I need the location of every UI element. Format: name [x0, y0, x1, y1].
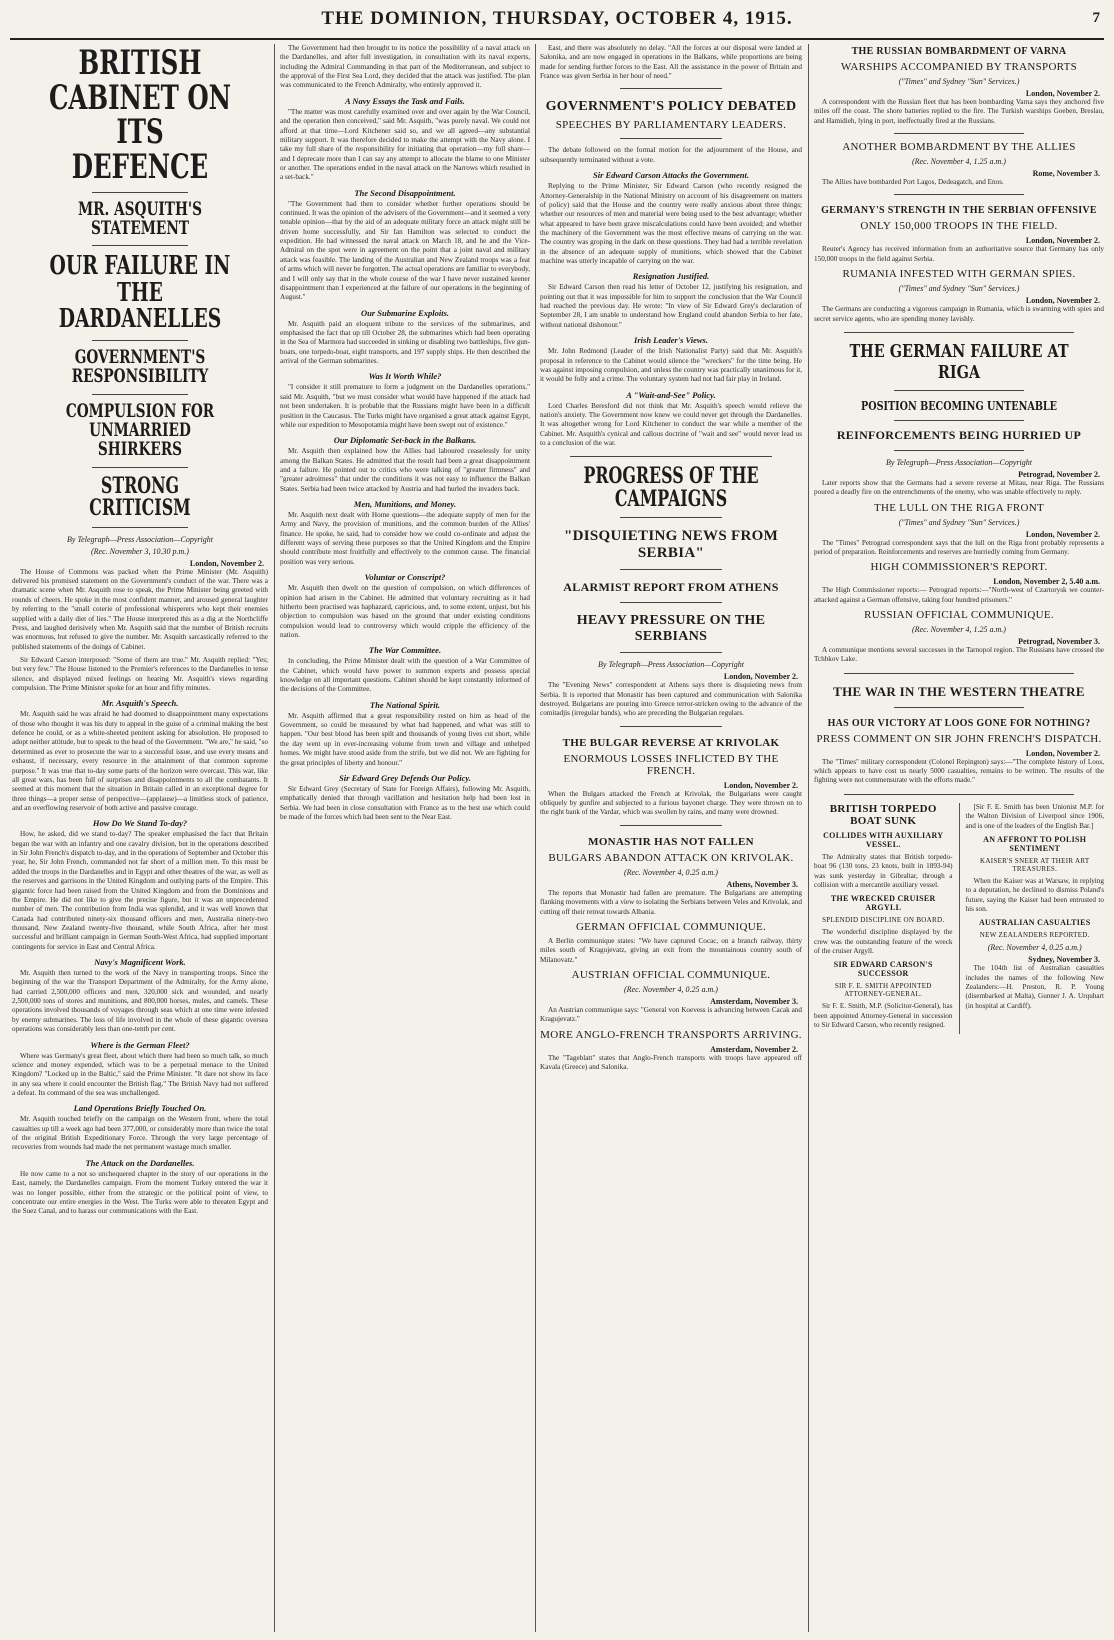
received-line: (Rec. November 4, 1.25 a.m.)	[912, 157, 1006, 167]
divider	[844, 332, 1074, 333]
subheading: Land Operations Briefly Touched On.	[73, 1103, 207, 1114]
paragraph: [Sir F. E. Smith has been Unionist M.P. for the Walton Division of Liverpool since 1906, and is one of the leaders of the English Bar.]	[965, 802, 1104, 830]
paragraph: The Allies have bombarded Port Lagos, Dedeagatch, and Enos.	[822, 178, 1004, 187]
paragraph: The wonderful discipline displayed by the crew was the outstanding feature of the wreck of the cruiser Argyll.	[814, 928, 953, 955]
received-line: (Rec. November 4, 0.25 a.m.)	[624, 984, 718, 994]
service-line: ("Times" and Sydney "Sun" Services.)	[898, 517, 1020, 527]
paragraph: Sir F. E. Smith, M.P. (Solicitor-General), has been appointed Attorney-General in succession to Sir Edward Carson, who recently resigned.	[814, 1002, 953, 1030]
subheading: Where is the German Fleet?	[90, 1039, 190, 1050]
dateline: London, November 2.	[1025, 529, 1100, 539]
subheading: The War Committee.	[368, 645, 442, 656]
divider	[894, 707, 1024, 708]
headline-policy-debated: GOVERNMENT'S POLICY DEBATED	[545, 99, 797, 115]
paragraph: The "Times" Petrograd correspondent says that the lull on the Riga front probably represents a period of preparation. Reinforcements and reserves are hurriedly coming from Germany.	[814, 538, 1104, 556]
dateline: London, November 2.	[1025, 236, 1100, 246]
headline-compulsion: COMPULSION FOR UNMARRIED SHIRKERS	[65, 399, 215, 461]
received-line: (Rec. November 3, 10.30 p.m.)	[91, 546, 189, 556]
column-1	[12, 44, 268, 1632]
subheading: Sir Edward Carson Attacks the Government.	[592, 170, 750, 181]
subheading: Voluntar or Conscript?	[364, 572, 446, 583]
divider	[92, 245, 188, 246]
dateline: London, November 2.	[1025, 748, 1100, 758]
headline-alarmist-report: ALARMIST REPORT FROM ATHENS	[563, 580, 779, 595]
column-rule	[274, 44, 275, 1632]
headline-german-communique: GERMAN OFFICIAL COMMUNIQUE.	[575, 920, 767, 933]
paragraph: Mr. Asquith then dwelt on the question of compulsion, on which differences of opinion had arisen in the Cabinet. He admitted that voluntary recruiting as it had hitherto been practised was haphazard, capricious, and, to some extent, unjust, but his objection to compulsion was based on the ground that under existing conditions compulsion would lead to controversy which would cripple the efficiency of the nation.	[280, 584, 530, 639]
headline-disquieting-news: "DISQUIETING NEWS FROM SERBIA"	[563, 528, 779, 562]
divider	[620, 602, 722, 603]
subheading: Navy's Magnificent Work.	[94, 957, 186, 968]
paragraph: Mr. Asquith paid an eloquent tribute to the services of the submarines, and emphasised the fact that up till October 28, the submarines which had been operating in the Sea of Marmora had succeeded in sinking or disabling two battleships, five gun-boats, one torpedo-boat, eight transports, and 197 supply ships. He then described the arrival of the German submarines.	[280, 319, 530, 366]
headline-loos: HAS OUR VICTORY AT LOOS GONE FOR NOTHING?	[827, 717, 1091, 729]
column-2	[280, 44, 530, 1632]
paragraph: Mr. Asquith then turned to the work of the Navy in transporting troops. Since the beginning of the war the Transport Department of the Admiralty, for the Army alone, had carried 2,500,000 officers and men, 320,000 sick and wounded, and nearly 2,500,000 tons of stores and munitions, and 800,000 horses, mules, and camels. These operations involved thousands of voyages through seas which at one time were infested by enemy submarines. The loss of life involved in the whole of these gigantic oversea operations was considerably less than one-tenth per cent.	[12, 969, 268, 1034]
paragraph: The debate followed on the formal motion for the adjournment of the House, and subsequently terminated without a vote.	[540, 146, 802, 164]
paragraph: "The matter was most carefully examined over and over again by the War Council, and the operation then conceived," said Mr. Asquith, "was purely naval. We could not afford at that time—Lord Kitchener said so, and we all agreed—any substantial military support. It was therefore decided to make the attempt with the Navy alone. I take my full share of the responsibility for initiating that operation—my full share—and I deprecate more than I can say any attempt to allocate the blame to one Minister or another. The operations ended in the naval attack on the Narrows which resulted in a set-back."	[280, 107, 530, 182]
divider	[894, 390, 1024, 391]
byline: By Telegraph—Press Association—Copyright	[598, 660, 744, 670]
divider	[620, 825, 722, 826]
dateline: Petrograd, November 3.	[1018, 637, 1100, 647]
dateline: Petrograd, November 2.	[1018, 469, 1100, 479]
subheading: The National Spirit.	[369, 699, 441, 710]
headline-collides: COLLIDES WITH AUXILIARY VESSEL.	[823, 830, 944, 849]
paragraph: The Admiralty states that British torpedo-boat 96 (130 tons, 23 knots, built in 1893-94) was sunk yesterday in Gibraltar, through a collision with a mercantile auxiliary vessel.	[814, 852, 953, 889]
received-line: (Rec. November 4, 0.25 a.m.)	[987, 943, 1082, 953]
received-line: (Rec. November 4, 1.25 a.m.)	[912, 625, 1006, 635]
paragraph: A communique mentions several successes in the Tarnopol region. The Russians have crossed the Tchbkov Lake.	[814, 646, 1104, 664]
dateline: Sydney, November 3.	[1028, 955, 1100, 965]
paragraph: The Germans are conducting a vigorous campaign in Rumania, which is swarming with spies and secret service agents, who are spending money lavishly.	[814, 305, 1104, 323]
headline-transports: MORE ANGLO-FRENCH TRANSPORTS ARRIVING.	[540, 1028, 802, 1041]
headline-new-zealanders: NEW ZEALANDERS REPORTED.	[979, 931, 1090, 940]
column-3	[540, 44, 802, 1632]
headline-warships: WARSHIPS ACCOMPANIED BY TRANSPORTS	[840, 61, 1078, 73]
paragraph: The 104th list of Australian casualties includes the names of the following New Zealanders:—H. Preston, R. P. Young (disembarked at Malta), Gunner J. A. Urquhart (in hospital at Cardiff).	[965, 964, 1104, 1010]
paragraph: The "Times" military correspondent (Colonel Repington) says:—"The complete history of Loos, which appears to have cost us nearly 5000 casualties, remains to be written. The results of the fighting were not commensurate with the efforts made."	[814, 757, 1104, 785]
paragraph: How, he asked, did we stand to-day? The speaker emphasised the fact that Britain began the war with an infantry and one cavalry division, but in the operations described in Sir John French's dispatch to-day, and in the operations of September and October this year, he, Sir John French, commanded not far short of a million men. To this must be added the troops in the Dardanelles and in Egypt and other theatres of the war, as well as the reserves and garrisons in the United Kingdom and outlying parts of the Empire. This gigantic force had been raised from the United Kingdom and from the Dominions and the Empire. He did not like to give the precise figure, but it was an unprecedented number of men. The contribution from India was splendid, and it was well known that Canada had contributed ninety-six thousand officers and men, Australia ninety-two thousand, New Zealand twenty-five thousand, while South Africa, after her most successful and brilliant campaign in German South-West Africa, had supplied important contingents for service in East and Central Africa.	[12, 830, 268, 951]
subheading: Our Diplomatic Set-back in the Balkans.	[333, 435, 477, 446]
dateline: London, November 2.	[1025, 89, 1100, 98]
headline-krivolak: BULGARS ABANDON ATTACK ON KRIVOLAK.	[548, 851, 794, 864]
column-rule	[808, 44, 809, 1632]
dateline: Amsterdam, November 2.	[710, 1044, 798, 1054]
subheading: The Attack on the Dardanelles.	[85, 1157, 195, 1168]
dateline: Athens, November 3.	[726, 879, 798, 889]
divider	[92, 394, 188, 395]
headline-germany-strength: GERMANY'S STRENGTH IN THE SERBIAN OFFENSIVE	[821, 205, 1097, 217]
divider	[570, 456, 772, 457]
paragraph: Sir Edward Carson interposed: "Some of them are true." Mr. Asquith replied: "Yes; but very few." The House listened to the Premier's references to the Dardanelles in tense silence, and displayed mixed feelings on hearing Mr. Asquith's views regarding compulsion. The Prime Minister spoke for an hour and fifty minutes.	[12, 655, 268, 693]
paragraph: Mr. Asquith touched briefly on the campaign on the Western front, where the total casualties up till a week ago had been 377,000, or considerably more than twice the total of the original British Expeditionary Force. Through the very large percentage of recoveries from wounds had made the net permanent wastage much smaller.	[12, 1115, 268, 1152]
headline-monastir: MONASTIR HAS NOT FALLEN	[588, 835, 754, 848]
dateline: London, November 2.	[1025, 296, 1100, 306]
paragraph: The Government had then brought to its notice the possibility of a naval attack on the Dardanelles, and after full investigation, in consultation with its naval experts, including the Admiral Commanding in that part of the Mediterranean, and subject to the approval of the First Sea Lord, they decided that the attack was justified. The plan was communicated to the French Admiralty, who entirely approved it.	[280, 44, 530, 90]
paragraph: Mr. John Redmond (Leader of the Irish Nationalist Party) said that Mr. Asquith's proposal in reference to the Cabinet would silence the "wreckers" for the time being. He was against imposing compulsion, and unless the country was practically unanimous for it, it would be folly and a crime. The voluntary system had not had fair play in Ireland.	[540, 347, 802, 384]
column-4	[814, 44, 1104, 1632]
paragraph: The "Evening News" correspondent at Athens says there is disquieting news from Serbia. It is reported that Monastir has been captured and communication with Salonika destroyed. Bulgarians are pouring into Greece terror-stricken owing to the advance of the comitadjis (irregular bands), who are preceding the Bulgarian regulars.	[540, 681, 802, 718]
headline-discipline: SPLENDID DISCIPLINE ON BOARD.	[822, 916, 945, 925]
paragraph: He now came to a not so unchequered chapter in the story of our operations in the East, namely, the Dardanelles campaign. From the moment Turkey entered the war it was no longer possible, either from the strategic or the political point of view, to concentrate our entire energies in the West. The Turks were able to threaten Egypt and the Suez Canal, and to harass our communications with the East.	[12, 1169, 268, 1216]
headline-polish-affront: AN AFFRONT TO POLISH SENTIMENT	[983, 834, 1087, 853]
headline-riga-failure: THE GERMAN FAILURE AT RIGA	[849, 340, 1069, 383]
subheading: Was It Worth While?	[368, 371, 442, 382]
paragraph: The "Tageblatt" states that Anglo-French transports with troops have appeared off Kavala (Greece) and Salonika.	[540, 1053, 802, 1072]
newspaper-title: THE DOMINION, THURSDAY, OCTOBER 4, 1915.	[321, 8, 793, 29]
headline-reinforcements: REINFORCEMENTS BEING HURRIED UP	[836, 427, 1082, 442]
paragraph: Lord Charles Beresford did not think that Mr. Asquith's speech would relieve the nation's anxiety. The Government now knew we could never get through the Dardanelles. It was altogether wrong for Lord Kitchener to conduct the war while a member of the Cabinet. Mr. Asquith's cynical and callous doctrine of "wait and see" would never lead us to a conclusion of the war.	[540, 401, 802, 448]
headline-varna: THE RUSSIAN BOMBARDMENT OF VARNA	[851, 46, 1067, 57]
paragraph: A correspondent with the Russian fleet that has been bombarding Varna says they anchored five miles off the coast. The shore batteries replied to the fire. The Turkish warships Goeben, Breslau, and Hamidieh, lying in port, ineffectually fired at the Russians.	[814, 98, 1104, 125]
headline-strong-criticism: STRONG CRITICISM	[89, 472, 191, 522]
headline-kaiser-sneer: KAISER'S SNEER AT THEIR ART TREASURES.	[980, 856, 1090, 873]
dateline: Amsterdam, November 3.	[710, 996, 798, 1006]
paragraph: Where was Germany's great fleet, about which there had been so much talk, so much science and money expended, which was to be a perpetual menace to the United Kingdom? "Locked up in the Baltic," said the Prime Minister. "It dare not show its face in any sea where it could encounter the British flag." The British Navy had not suffered a defeat. Its command of the sea was unchallenged.	[12, 1051, 268, 1097]
headline-lull-riga: THE LULL ON THE RIGA FRONT	[873, 501, 1045, 514]
subheading: A "Wait-and-See" Policy.	[626, 389, 716, 400]
headline-progress-campaigns: PROGRESS OF THE CAMPAIGNS	[583, 463, 759, 512]
divider	[92, 340, 188, 341]
bottom-left	[814, 803, 953, 1035]
paragraph: A Berlin communique states: "We have captured Cocac, on a branch railway, thirty miles south of Kragujevatz, giving an exit from the mountainous country south of Milanovatz."	[540, 936, 802, 964]
headline-dardanelles: OUR FAILURE IN THE DARDANELLES	[49, 251, 231, 335]
dateline: London, November 2.	[189, 558, 264, 568]
headline-enormous-losses: ENORMOUS LOSSES INFLICTED BY THE FRENCH.	[563, 752, 779, 777]
divider	[620, 88, 722, 89]
headline-torpedo-boat: BRITISH TORPEDO BOAT SUNK	[829, 802, 937, 827]
subheading: A Navy Essays the Task and Fails.	[345, 95, 465, 106]
subheading: The Second Disappointment.	[354, 187, 456, 198]
dateline: London, November 2.	[723, 672, 798, 682]
dateline: London, November 2.	[723, 780, 798, 790]
divider	[620, 652, 722, 653]
paragraph: Sir Edward Grey (Secretary of State for Foreign Affairs), following Mr. Asquith, emphatically denied that through vacillation and hesitation help had been lost in Serbia. We had been in close consultation with France as to the best use which could be made of the forces which had been sent to the Near East.	[280, 784, 530, 821]
divider	[620, 517, 722, 518]
paragraph: Replying to the Prime Minister, Sir Edward Carson (who recently resigned the Attorney-Generalship in the National Ministry on account of his disagreement on matters of policy) said that the House and the country were really anxious about three things; whether our resources of men and material were being used to the best advantage; whether what appeared to have been grave miscalculations could have been avoided; and whether the machinery of the Government was the most effective means of carrying on the war. The country was groping in the dark on these questions. They had had a terrible revelation in the absence of an adequate supply of munitions, which showed that the Cabinet machine was utterly incapable of carrying on the war.	[540, 182, 802, 266]
divider	[894, 194, 1024, 195]
headline-argyll: THE WRECKED CRUISER ARGYLL	[830, 894, 936, 913]
headline-bulgar-reverse: THE BULGAR REVERSE AT KRIVOLAK	[562, 736, 780, 749]
divider	[844, 673, 1074, 674]
divider	[844, 794, 1074, 795]
divider	[894, 450, 1024, 451]
dateline: London, November 2, 5.40 a.m.	[993, 577, 1100, 587]
divider	[894, 420, 1024, 421]
subheading: Sir Edward Grey Defends Our Policy.	[339, 772, 471, 783]
paragraph: When the Bulgars attacked the French at Krivolak, the Bulgarians were caught obliquely by gunfire and subjected to a furious bayonet charge. They were thrown on to the right bank of the Vardar, which was swollen by rains, and many were drowned.	[540, 789, 802, 817]
paragraph: "I consider it still premature to form a judgment on the Dardanelles operations," said Mr. Asquith, "but we must consider what would have happened if the attack had not been undertaken. It is probable that the Russians might have been in a difficult position in the Caucasus. The Turks might have organised a great attack against Egypt, while our expedition to Mesopotamia might have been swept out of existence."	[280, 383, 530, 429]
bottom-right	[966, 803, 1105, 1035]
bottom-split	[814, 803, 1104, 1035]
headline-austrian-communique: AUSTRIAN OFFICIAL COMMUNIQUE.	[571, 968, 771, 981]
paragraph: The High Commissioner reports:— Petrograd reports:—"North-west of Czartorysk we counter-attacked against a German offensive, taking four hundred prisoners."	[814, 586, 1104, 604]
divider	[894, 133, 1024, 134]
headline-responsibility: GOVERNMENT'S RESPONSIBILITY	[71, 345, 209, 388]
paragraph: Mr. Asquith affirmed that a great responsibility rested on him as head of the Government, so could be measured by what had happened, and what was still to happen. "Our best blood has been spilt and thousands of young lives cut short, while the day went up in ever-increasing volume from town and village and unhelped homes. We might have stood aside from the strife, but we did not. We are fighting for the great principles of liberty and honour."	[280, 711, 530, 767]
service-line: ("Times" and Sydney "Sun" Services.)	[898, 77, 1020, 86]
headline-german-spies: RUMANIA INFESTED WITH GERMAN SPIES.	[842, 268, 1076, 281]
subheading: Resignation Justified.	[632, 271, 710, 282]
divider	[92, 467, 188, 468]
headline-russian-communique: RUSSIAN OFFICIAL COMMUNIQUE.	[864, 609, 1054, 622]
divider	[620, 569, 722, 570]
headline-australian-casualties: AUSTRALIAN CASUALTIES	[978, 918, 1091, 928]
paragraph: "The Government had then to consider whether further operations should be continued. It was the opinion of the advisers of the Government—and it seemed a very tenable opinion—that by the aid of an adequate military force an attack might still be driven home successfully, and Sir Ian Hamilton was selected to conduct the expedition. He had witnessed the naval attack on March 18, and he and the Vice-Admiral on the spot were in agreement on the point that a joint naval and military attack was feasible. The landing of the Australian and New Zealand troops was a feat of arms which will never be forgotten. The actual operations are familiar to everybody, and I will only say that in the whole course of the war I have never sustained keener disappointment than I experienced at the failure of our operations in the beginning of August."	[280, 199, 530, 302]
headline-asquith-statement: MR. ASQUITH'S STATEMENT	[78, 197, 202, 240]
headline-150000-troops: ONLY 150,000 TROOPS IN THE FIELD.	[860, 220, 1058, 233]
dateline: Rome, November 3.	[1032, 169, 1100, 179]
paragraph: When the Kaiser was at Warsaw, in replying to a deputation, he declined to dismiss Poland's future, saying the Kaiser had been entrusted to his son.	[965, 876, 1104, 913]
masthead	[10, 4, 1104, 40]
paragraph: Later reports show that the Germans had a severe reverse at Mitau, near Riga. The Russians poured a deadly fire on the entrenchments of the enemy, who was unable effectively to reply.	[814, 478, 1104, 497]
headline-press-comment: PRESS COMMENT ON SIR JOHN FRENCH'S DISPATCH.	[816, 732, 1102, 745]
subheading: Irish Leader's Views.	[634, 335, 708, 346]
byline: By Telegraph—Press Association—Copyright	[67, 534, 213, 544]
paragraph: Sir Edward Carson then read his letter of October 12, justifying his resignation, and pointing out that it was impossible for him to support the conclusion that the War Council had reached the previous day. He wrote: "In view of Sir Edward Grey's declaration of September 28, I am unable to understand how England could abandon Serbia to her fate, without national dishonour."	[540, 283, 802, 329]
headline-carson-successor: SIR EDWARD CARSON'S SUCCESSOR	[833, 960, 933, 979]
paragraph: Mr. Asquith next dealt with Home questions—the adequate supply of men for the Army and Navy, the provision of munitions, and the common burden of the Allies' finance. He spoke, he said, had to consider how we could co-ordinate and adjust the different ways of serving these purposes so that the United Kingdom and the Empire should contribute most fruitfully and effectively to the common cause. The financial position was very serious.	[280, 511, 530, 566]
paragraph: In concluding, the Prime Minister dealt with the question of a War Committee of the Cabinet, which would have power to summon experts and possess special knowledge on all important questions. Cabinet should be kept constantly informed of the decisions of the Committee.	[280, 657, 530, 694]
headline-smith-appointed: SIR F. E. SMITH APPOINTED ATTORNEY-GENERAL.	[834, 982, 932, 999]
divider	[620, 138, 722, 139]
paragraph: Mr. Asquith said he was afraid he had doomed to disappointment many expectations of those who thought it was his duty to appeal in the guise of a criminal making the best defence he could, or as a white-sheeted penitent asking for absolution. He proposed to adopt neither attitude, but to speak to the head of the Government. "We are," he said, "so determined as ever to prosecute the war to a successful issue, and use every means and exhaust, if necessary, every resource in the attainment of that common supreme purpose." It was true that to-day some parts of the horizon were overcast. This war, like all great wars, has been full of surprises and disappointments to all the combatants. It seemed at this moment that the situation in Britain called in an exceptional degree for three things—a proper sense of perspective—(applause)—a limitless stock of patience, and an overflowing reservoir of both active and passive courage.	[12, 710, 268, 812]
service-line: ("Times" and Sydney "Sun" Services.)	[898, 284, 1020, 294]
paragraph: Reuter's Agency has received information from an authoritative source that Germany has only 150,000 troops in the field against Serbia.	[814, 245, 1104, 263]
column-rule	[959, 803, 960, 1035]
divider	[92, 527, 188, 528]
headline-position-untenable: POSITION BECOMING UNTENABLE	[861, 398, 1057, 413]
headline-heavy-pressure: HEAVY PRESSURE ON THE SERBIANS	[576, 613, 766, 645]
headline-another-bombardment: ANOTHER BOMBARDMENT BY THE ALLIES	[842, 141, 1076, 154]
divider	[620, 726, 722, 727]
subheading: Men, Munitions, and Money.	[353, 499, 457, 510]
paragraph: East, and there was absolutely no delay. "All the forces at our disposal were landed at Salonika, and are now engaged in operations in the Balkans, while proportions are being made for sending further forces to the East. All the assistance in the power of Britain and France was given Serbia in her hour of need."	[540, 44, 802, 81]
received-line: (Rec. November 4, 0.25 a.m.)	[624, 867, 718, 877]
page-number: 7	[1092, 10, 1100, 26]
byline: By Telegraph—Press Association—Copyright	[886, 457, 1032, 467]
paragraph: The House of Commons was packed when the Prime Minister (Mr. Asquith) delivered his promised statement on the Government's conduct of the war. There was a dramatic scene when Mr. Asquith rose to speak, the Prime Minister being greeted with rounds of cheers. He spoke in the most confident manner, and aroused general laughter by referring to the "small coterie of professional whisperers who kept their enemies supplied with a daily diet of lies." The House interpreted this as a dig at the Northcliffe Press, and laughed derisively when Mr. Asquith said that the number of British recruits was enormous, but refused to give the number. Mr. Asquith sarcastically referred to the published statements of the doings of Cabinet.	[12, 567, 268, 651]
divider	[92, 192, 188, 193]
subheading: Our Submarine Exploits.	[360, 307, 450, 318]
headline-british-cabinet: BRITISH CABINET ON ITS DEFENCE	[48, 44, 232, 188]
paragraph: The reports that Monastir had fallen are premature. The Bulgarians are attempting flanking movements with a view to isolating the Serbians between Veles and Krivolak, and cutting off their retreat towards Albania.	[540, 888, 802, 916]
column-rule	[535, 44, 536, 1632]
headline-western-theatre: THE WAR IN THE WESTERN THEATRE	[833, 683, 1085, 699]
headline-high-commissioner: HIGH COMMISSIONER'S REPORT.	[870, 561, 1048, 574]
subheading: How Do We Stand To-day?	[92, 818, 188, 829]
paragraph: Mr. Asquith then explained how the Allies had laboured ceaselessly for unity among the Balkan States. He admitted that the result had been a great disappointment and a failure. He pointed out to critics who were talking of "greater firmness" and "greater adroitness" that under the conditions it was not easy to influence the Balkan States. Serbia had been twice attacked by Austria and had hurled the invaders back.	[280, 447, 530, 493]
subheading: Mr. Asquith's Speech.	[101, 698, 179, 709]
headline-speeches: SPEECHES BY PARLIAMENTARY LEADERS.	[555, 119, 787, 132]
paragraph: An Austrian communique says: "General von Koevess is advancing between Cacak and Kragujevatz."	[540, 1005, 802, 1024]
